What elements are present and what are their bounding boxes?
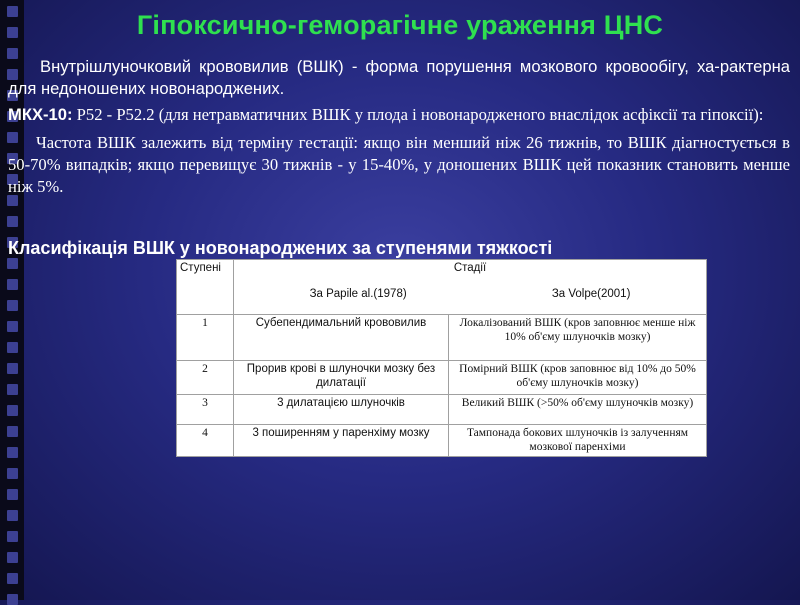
film-hole-decoration [7, 447, 18, 458]
header-papile: За Papile al.(1978) [309, 288, 407, 300]
volpe-cell: Великий ВШК (>50% об'єму шлуночків мозку) [449, 395, 707, 425]
header-stage: Ступені [177, 260, 234, 315]
icd-text: Р52 - Р52.2 (для нетравматичних ВШК у плода і новонародженого внаслідок асфіксії та гіпоксії): [72, 105, 764, 124]
table-row [177, 425, 707, 457]
table-header-row [177, 260, 707, 315]
stage-cell: 2 [177, 361, 234, 395]
film-hole-decoration [7, 531, 18, 542]
volpe-cell: Тампонада бокових шлуночків із залученням мозкової паренхіми [449, 425, 707, 457]
film-hole-decoration [7, 216, 18, 227]
film-hole-decoration [7, 363, 18, 374]
table-row [177, 361, 707, 395]
header-sub [237, 287, 703, 301]
table-row [177, 395, 707, 425]
header-stadii-group [234, 260, 707, 315]
stage-cell: 3 [177, 395, 234, 425]
header-volpe: За Volpe(2001) [551, 288, 631, 300]
film-hole-decoration [7, 300, 18, 311]
icd-paragraph [8, 104, 790, 126]
film-hole-decoration [7, 279, 18, 290]
papile-cell: 3 дилатацією шлуночків [234, 395, 449, 425]
classification-table [176, 259, 707, 457]
slide-body [8, 56, 790, 198]
volpe-cell: Помірний ВШК (кров заповнює від 10% до 50% об'єму шлуночків мозку) [449, 361, 707, 395]
slide-title: Гіпоксично-геморагічне ураження ЦНС [136, 10, 664, 40]
stage-cell: 4 [177, 425, 234, 457]
film-hole-decoration [7, 405, 18, 416]
stage-cell: 1 [177, 315, 234, 361]
volpe-cell: Локалізований ВШК (кров заповнює менше ніж 10% об'єму шлуночків мозку) [449, 315, 707, 361]
header-stadii: Стадії [453, 262, 487, 274]
papile-cell: 3 поширенням у паренхіму мозку [234, 425, 449, 457]
film-hole-decoration [7, 321, 18, 332]
film-hole-decoration [7, 426, 18, 437]
film-hole-decoration [7, 573, 18, 584]
film-hole-decoration [7, 489, 18, 500]
film-hole-decoration [7, 510, 18, 521]
papile-cell: Субепендимальний крововилив [234, 315, 449, 361]
papile-cell: Прорив крові в шлуночки мозку без дилатації [234, 361, 449, 395]
film-hole-decoration [7, 258, 18, 269]
film-hole-decoration [7, 552, 18, 563]
frequency-paragraph: Частота ВШК залежить від терміну гестації: якщо він менший ніж 26 тижнів, то ВШК діагностується в 50-70% випадків; якщо перевищує 30 тижнів - у 15-40%, у доношених ВШК цей показник становить менше ніж 5%. [8, 133, 790, 196]
definition-paragraph: Внутрішлуночковий крововилив (ВШК) - форма порушення мозкового кровообігу, ха-рактерна для недоношених новонароджених. [8, 57, 790, 98]
classification-heading: Класифікація ВШК у новонароджених за ступенями тяжкості [8, 238, 553, 258]
film-hole-decoration [7, 342, 18, 353]
film-hole-decoration [7, 468, 18, 479]
table-row [177, 315, 707, 361]
film-hole-decoration [7, 384, 18, 395]
icd-label: МКХ-10: [8, 105, 73, 124]
